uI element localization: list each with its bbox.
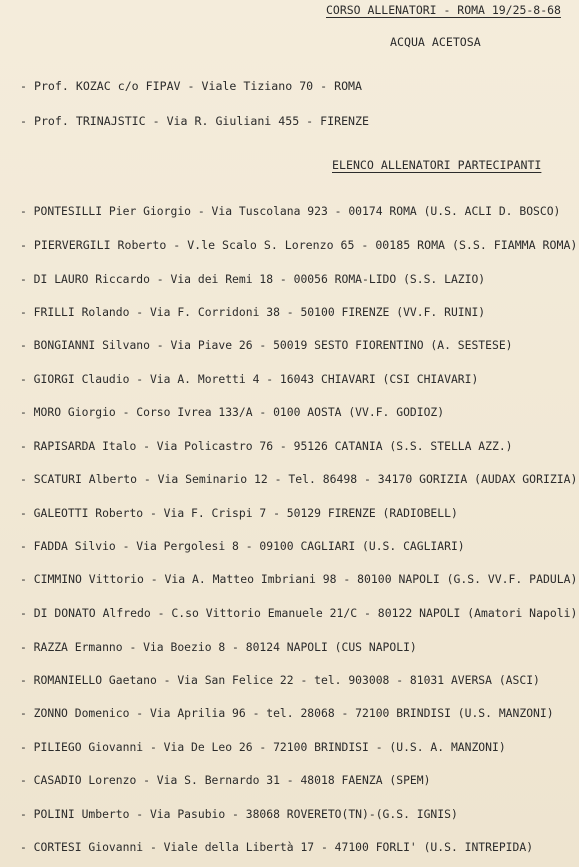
participant-line: - GIORGI Claudio - Via A. Moretti 4 - 16043 CHIAVARI (CSI CHIAVARI) (20, 372, 479, 386)
professor-line-1: - Prof. KOZAC c/o FIPAV - Viale Tiziano 70 - ROMA (20, 79, 363, 93)
course-location: ACQUA ACETOSA (390, 35, 481, 49)
participant-line: - CORTESI Giovanni - Viale della Libertà 17 - 47100 FORLI' (U.S. INTREPIDA) (20, 840, 534, 854)
participant-line: - POLINI Umberto - Via Pasubio - 38068 ROVERETO(TN)-(G.S. IGNIS) (20, 807, 458, 821)
course-title: CORSO ALLENATORI - ROMA 19/25-8-68 (326, 3, 561, 17)
participant-line: - PIERVERGILI Roberto - V.le Scalo S. Lorenzo 65 - 00185 ROMA (S.S. FIAMMA ROMA) (20, 238, 578, 252)
participant-line: - SCATURI Alberto - Via Seminario 12 - Tel. 86498 - 34170 GORIZIA (AUDAX GORIZIA) (20, 472, 578, 486)
participant-line: - RAPISARDA Italo - Via Policastro 76 - 95126 CATANIA (S.S. STELLA AZZ.) (20, 439, 513, 453)
participant-line: - FADDA Silvio - Via Pergolesi 8 - 09100 CAGLIARI (U.S. CAGLIARI) (20, 539, 465, 553)
participant-line: - GALEOTTI Roberto - Via F. Crispi 7 - 50129 FIRENZE (RADIOBELL) (20, 506, 458, 520)
participant-line: - FRILLI Rolando - Via F. Corridoni 38 - 50100 FIRENZE (VV.F. RUINI) (20, 305, 486, 319)
participant-line: - PONTESILLI Pier Giorgio - Via Tuscolana 923 - 00174 ROMA (U.S. ACLI D. BOSCO) (20, 204, 561, 218)
participant-line: - CIMMINO Vittorio - Via A. Matteo Imbriani 98 - 80100 NAPOLI (G.S. VV.F. PADULA) (20, 572, 578, 586)
participant-line: - RAZZA Ermanno - Via Boezio 8 - 80124 NAPOLI (CUS NAPOLI) (20, 640, 417, 654)
participant-line: - BONGIANNI Silvano - Via Piave 26 - 50019 SESTO FIORENTINO (A. SESTESE) (20, 338, 513, 352)
participant-line: - DI LAURO Riccardo - Via dei Remi 18 - 00056 ROMA-LIDO (S.S. LAZIO) (20, 272, 486, 286)
participant-line: - ZONNO Domenico - Via Aprilia 96 - tel. 28068 - 72100 BRINDISI (U.S. MANZONI) (20, 706, 554, 720)
participant-line: - PILIEGO Giovanni - Via De Leo 26 - 72100 BRINDISI - (U.S. A. MANZONI) (20, 740, 506, 754)
participant-line: - MORO Giorgio - Corso Ivrea 133/A - 0100 AOSTA (VV.F. GODIOZ) (20, 405, 445, 419)
professor-line-2: - Prof. TRINAJSTIC - Via R. Giuliani 455 - FIRENZE (20, 114, 370, 128)
participant-line: - DI DONATO Alfredo - C.so Vittorio Emanuele 21/C - 80122 NAPOLI (Amatori Napoli) (20, 606, 578, 620)
participant-line: - ROMANIELLO Gaetano - Via San Felice 22 - tel. 903008 - 81031 AVERSA (ASCI) (20, 673, 540, 687)
list-title: ELENCO ALLENATORI PARTECIPANTI (332, 158, 542, 172)
participant-line: - CASADIO Lorenzo - Via S. Bernardo 31 - 48018 FAENZA (SPEM) (20, 773, 431, 787)
